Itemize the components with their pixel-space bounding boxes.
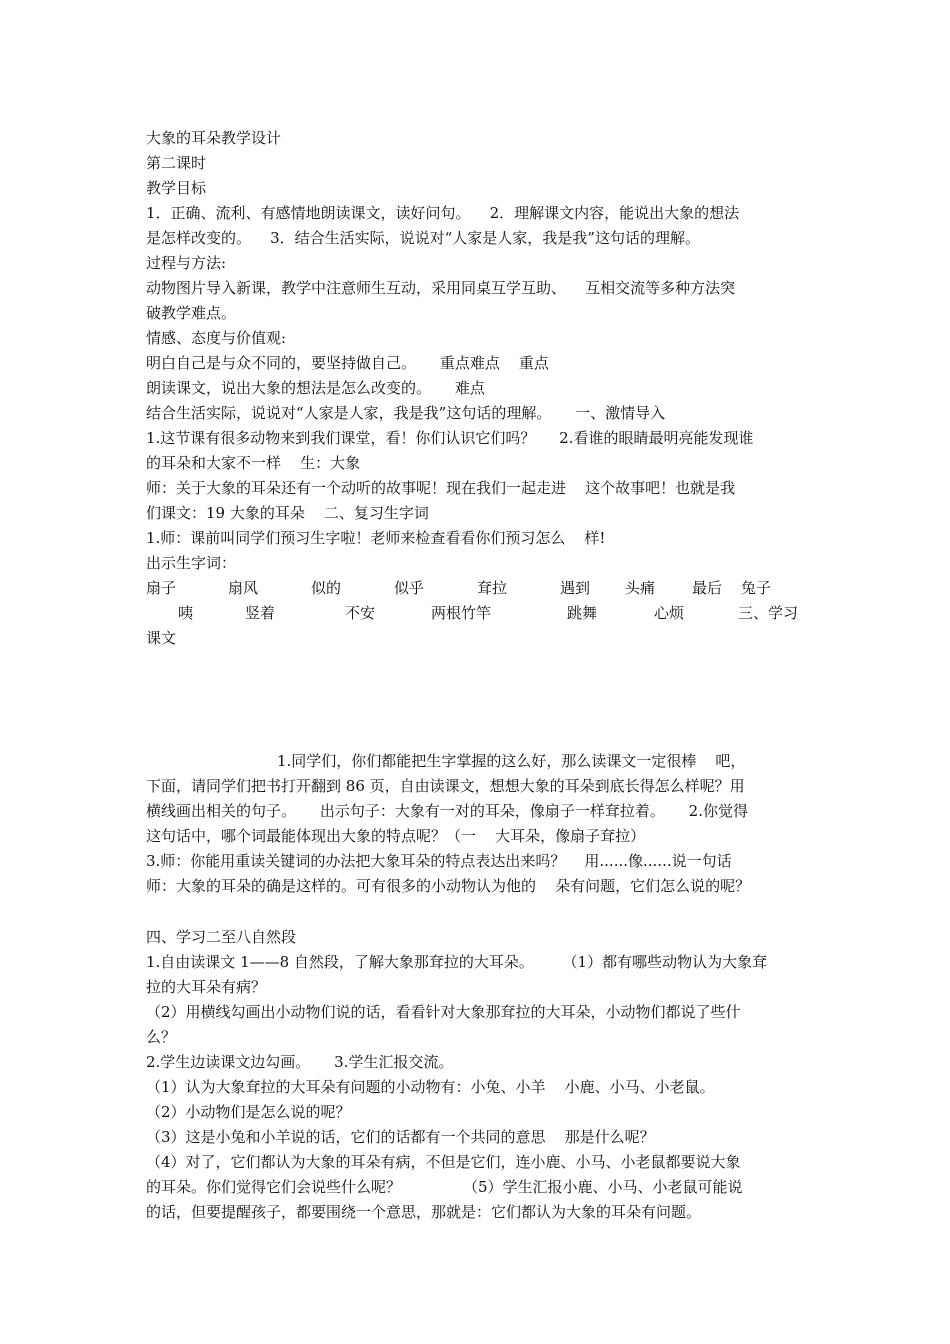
vocab-word: 心烦: [654, 604, 685, 622]
vocab-word: 咦: [178, 604, 194, 622]
vocab-word: 最后: [692, 579, 723, 597]
paragraph-line: （1）认为大象耷拉的大耳朵有问题的小动物有：小兔、小羊 小鹿、小马、小老鼠。: [146, 1078, 715, 1096]
vocab-word: 不安: [345, 604, 376, 622]
vocab-word: 耷拉: [477, 579, 508, 597]
paragraph-line: 破教学难点。: [146, 304, 237, 322]
paragraph-line: 结合生活实际，说说对“人家是人家，我是我”这句话的理解。 一、激情导入: [146, 404, 666, 422]
paragraph-line: 动物图片导入新课，教学中注意师生互动，采用同桌互学互助、 互相交流等多种方法突: [146, 279, 736, 297]
vocab-word: 似乎: [394, 579, 425, 597]
vocab-word: 扇子: [146, 579, 177, 597]
paragraph-line: （4）对了，它们都认为大象的耳朵有病，不但是它们，连小鹿、小马、小老鼠都要说大象: [146, 1153, 741, 1171]
paragraph-line: 是怎样改变的。 3．结合生活实际，说说对“人家是人家，我是我”这句话的理解。: [146, 229, 700, 247]
section-heading: 课文: [146, 629, 177, 647]
paragraph-line: 这句话中，哪个词最能体现出大象的特点呢？（一 大耳朵，像扇子耷拉）: [146, 827, 646, 845]
paragraph-line: 的耳朵和大家不一样 生：大象: [146, 454, 361, 472]
vocab-word: 两根竹竿: [431, 604, 492, 622]
section-heading: 三、学习: [738, 604, 799, 622]
teaching-goals-heading: 教学目标: [146, 179, 207, 197]
paragraph-line: 朗读课文，说出大象的想法是怎么改变的。 难点: [146, 379, 485, 397]
vocab-word: 似的: [311, 579, 342, 597]
paragraph-line: 3.师：你能用重读关键词的办法把大象耳朵的特点表达出来吗？ 用......像......说一句话: [146, 852, 732, 870]
lesson-period: 第二课时: [146, 154, 207, 172]
paragraph-line: 师：关于大象的耳朵还有一个动听的故事呢！现在我们一起走进 这个故事吧！也就是我: [146, 479, 736, 497]
section-heading: 四、学习二至八自然段: [146, 928, 297, 946]
paragraph-line: （2）用横线勾画出小动物们说的话，看看针对大象那耷拉的大耳朵，小动物们都说了些什: [146, 1003, 741, 1021]
process-heading: 过程与方法:: [146, 254, 227, 272]
paragraph-line: 下面，请同学们把书打开翻到 86 页，自由读课文，想想大象的耳朵到底长得怎么样呢？用: [146, 777, 745, 795]
vocab-word: 竖着: [245, 604, 276, 622]
vocab-word: 遇到: [560, 579, 591, 597]
vocab-word: 扇风: [228, 579, 259, 597]
paragraph-line: 明白自己是与众不同的，要坚持做自己。 重点难点 重点: [146, 354, 549, 372]
document-title: 大象的耳朵教学设计: [146, 129, 282, 147]
emotion-heading: 情感、态度与价值观:: [146, 329, 287, 347]
vocab-word: 兔子: [741, 579, 772, 597]
paragraph-line: 2.学生边读课文边勾画。 3.学生汇报交流。: [146, 1053, 454, 1071]
paragraph-line: （2）小动物们是怎么说的呢？: [146, 1103, 351, 1121]
paragraph-line: 1.自由读课文 1——8 自然段，了解大象那耷拉的大耳朵。 （1）都有哪些动物认为大象耷: [146, 953, 768, 971]
paragraph-line: 1.这节课有很多动物来到我们课堂，看！你们认识它们吗？ 2.看谁的眼睛最明亮能发现谁: [146, 429, 754, 447]
paragraph-line: 1．正确、流利、有感情地朗读课文，读好问句。 2．理解课文内容，能说出大象的想法: [146, 204, 740, 222]
paragraph-line: 1.同学们，你们都能把生字掌握的这么好，那么读课文一定很棒 吧，: [277, 752, 746, 770]
vocab-word: 头痛: [625, 579, 656, 597]
vocab-word: 跳舞: [567, 604, 598, 622]
paragraph-line: 师：大象的耳朵的确是这样的。可有很多的小动物认为他的 朵有问题，它们怎么说的呢？: [146, 877, 751, 895]
paragraph-line: 么？: [146, 1028, 177, 1046]
paragraph-line: 们课文：19 大象的耳朵 二、复习生字词: [146, 504, 429, 522]
paragraph-line: 横线画出相关的句子。 出示句子：大象有一对的耳朵，像扇子一样耷拉着。 2.你觉得: [146, 802, 748, 820]
paragraph-line: 出示生字词：: [146, 554, 237, 572]
paragraph-line: 的耳朵。你们觉得它们会说些什么呢？ （5）学生汇报小鹿、小马、小老鼠可能说: [146, 1178, 743, 1196]
paragraph-line: （3）这是小兔和小羊说的话，它们的话都有一个共同的意思 那是什么呢？: [146, 1128, 655, 1146]
paragraph-line: 的话，但要提醒孩子，都要围绕一个意思，那就是：它们都认为大象的耳朵有问题。: [146, 1203, 702, 1221]
paragraph-line: 拉的大耳朵有病？: [146, 978, 267, 996]
paragraph-line: 1.师：课前叫同学们预习生字啦！老师来检查看看你们预习怎么 样!: [146, 529, 606, 547]
